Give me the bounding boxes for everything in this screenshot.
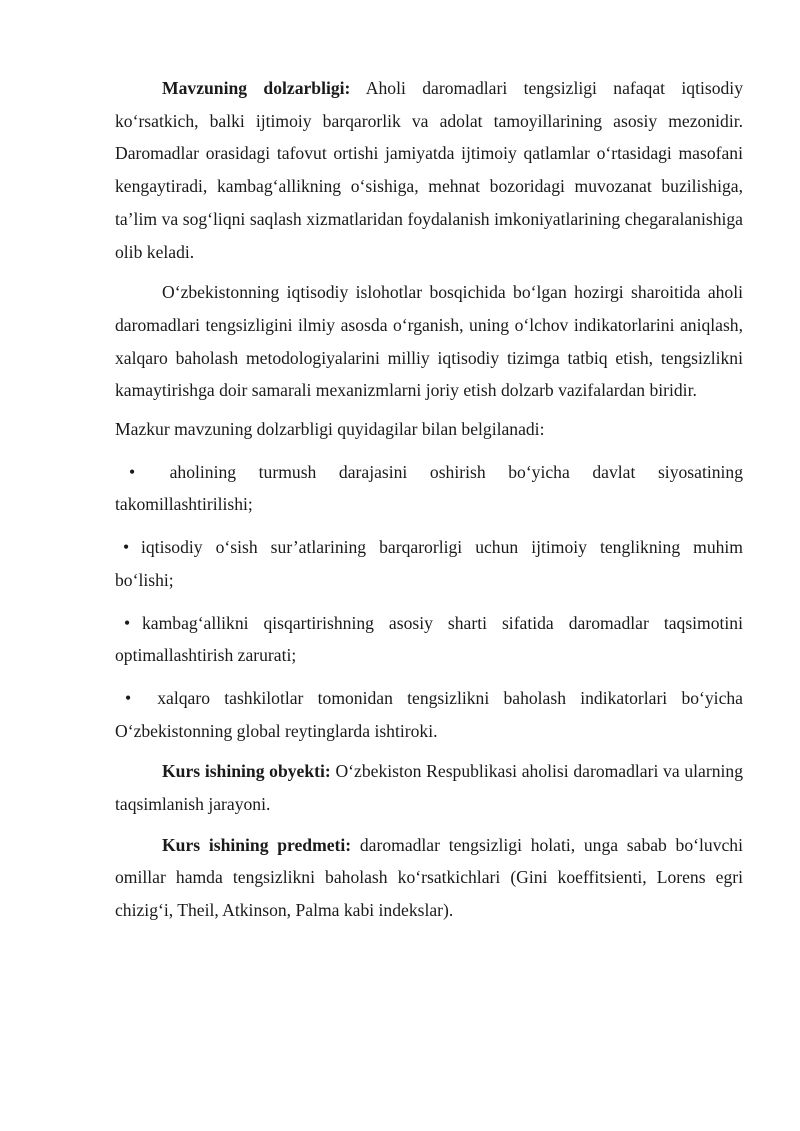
subject-text: daromadlar tengsizligi holati, unga sabab bo‘luvchi omillar hamda tengsizlikni baholash ko‘rsatkichlari (Gini koeffitsienti, Lorens egri chizig‘i, Theil, Atkinson, Palma kabi indekslar).	[115, 834, 743, 921]
bullet-marker: •	[129, 461, 136, 482]
bullet-marker: •	[123, 537, 130, 558]
relevance-heading: Mavzuning dolzarbligi:	[162, 78, 351, 98]
bullet-marker: •	[125, 687, 132, 708]
uzbekistan-paragraph: O‘zbekistonning iqtisodiy islohotlar bosqichida bo‘lgan hozirgi sharoitida aholi daromadlari tengsizligini ilmiy asosda o‘rganish, uning o‘lchov indikatorlarini aniqlash, xalqaro baholash metodologiyalarini milliy iqtisodiy tizimga tatbiq etish, tengsizlikni kamaytirishga doir samarali mexanizmlarni joriy etish dolzarb vazifalardan biridir.	[115, 282, 743, 401]
bullet-marker: •	[124, 612, 131, 633]
bullet-item-1	[115, 456, 743, 521]
bullet-item-4	[115, 682, 743, 747]
bullet-item-2	[115, 531, 743, 596]
relevance-paragraph	[115, 72, 743, 268]
relevance-text: Aholi daromadlari tengsizligi nafaqat iqtisodiy ko‘rsatkich, balki ijtimoiy barqarorlik va adolat tamoyillarining asosiy mezonidir. Daromadlar orasidagi tafovut ortishi jamiyatda ijtimoiy qatlamlar o‘rtasidagi masofani kengaytiradi, kambag‘allikning o‘sishiga, mehnat bozoridagi muvozanat buzilishiga, ta’lim va sog‘liqni saqlash xizmatlaridan foydalanish imkoniyatlarining chegaralanishiga olib keladi.	[115, 78, 743, 262]
bullet-text: iqtisodiy o‘sish sur’atlarining barqarorligi uchun ijtimoiy tenglikning muhim bo‘lishi;	[115, 537, 743, 590]
relevance-intro-line: Mazkur mavzuning dolzarbligi quyidagilar bilan belgilanadi:	[115, 419, 545, 440]
document-page	[115, 72, 743, 927]
bullet-text: aholining turmush darajasini oshirish bo‘yicha davlat siyosatining takomillashtirilishi;	[115, 461, 743, 515]
bullet-item-3	[115, 607, 743, 672]
object-paragraph	[115, 755, 743, 820]
subject-heading: Kurs ishining predmeti:	[162, 834, 352, 855]
bullet-text: xalqaro tashkilotlar tomonidan tengsizlikni baholash indikatorlari bo‘yicha O‘zbekistonning global reytinglarda ishtiroki.	[115, 687, 743, 741]
bullet-text: kambag‘allikni qisqartirishning asosiy sharti sifatida daromadlar taqsimotini optimallashtirish zarurati;	[115, 612, 743, 666]
object-text: O‘zbekiston Respublikasi aholisi daromadlari va ularning taqsimlanish jarayoni.	[115, 761, 743, 815]
object-heading: Kurs ishining obyekti:	[162, 761, 331, 782]
subject-paragraph	[115, 829, 743, 927]
